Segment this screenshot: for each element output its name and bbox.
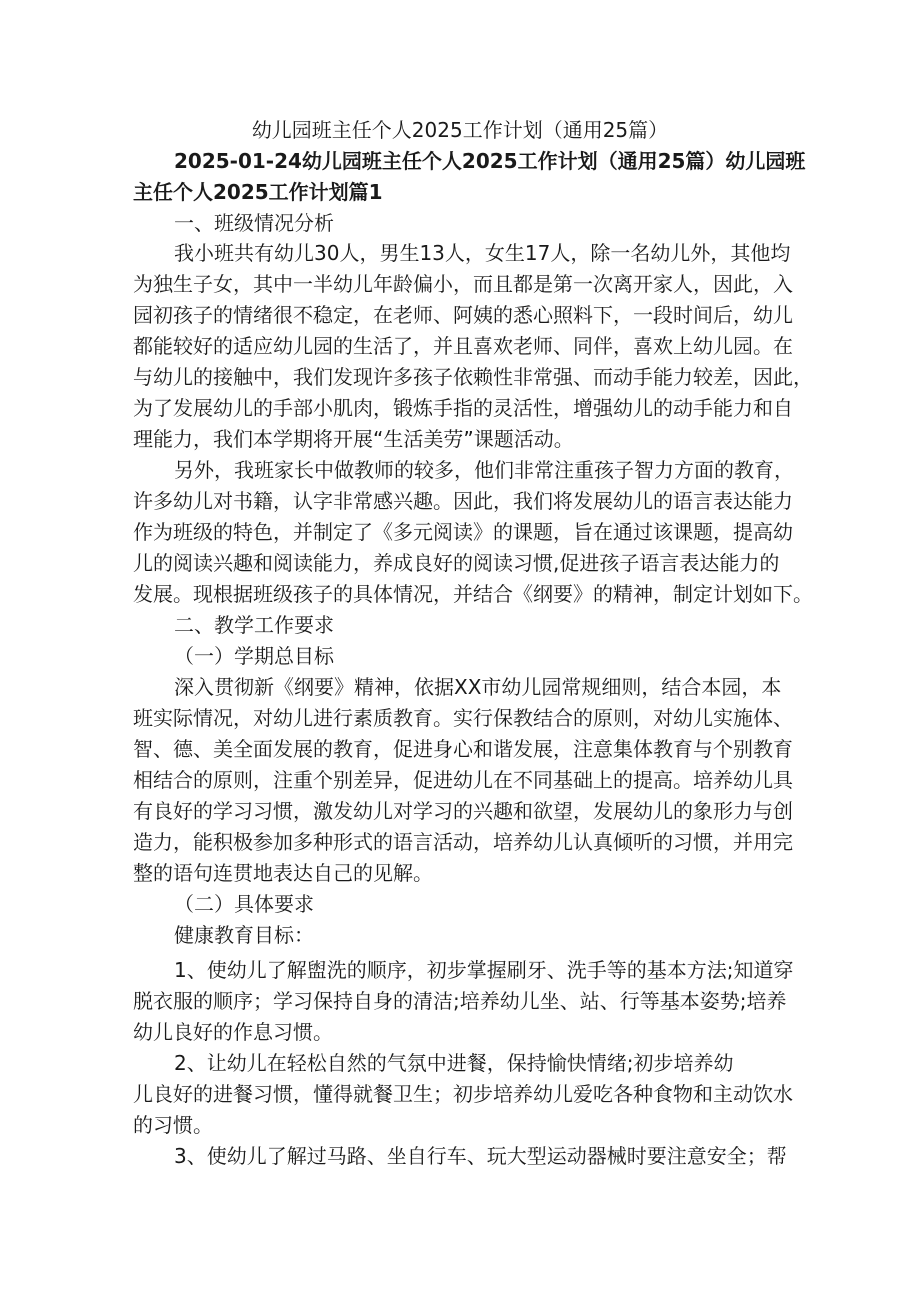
- paragraph-line: 园初孩子的情绪很不稳定，在老师、阿姨的悉心照料下，一段时间后，幼儿: [133, 303, 793, 327]
- list-item-line: 幼儿良好的作息习惯。: [133, 1020, 333, 1044]
- list-item-line: 2、让幼儿在轻松自然的气氛中进餐，保持愉快情绪;初步培养幼: [174, 1051, 734, 1075]
- paragraph-line: 发展。现根据班级孩子的具体情况，并结合《纲要》的精神，制定计划如下。: [133, 582, 813, 606]
- paragraph-line: 我小班共有幼儿30人，男生13人，女生17人，除一名幼儿外，其他均: [174, 241, 791, 265]
- list-item-line: 1、使幼儿了解盥洗的顺序，初步掌握刷牙、洗手等的基本方法;知道穿: [174, 958, 794, 982]
- paragraph-line: 作为班级的特色，并制定了《多元阅读》的课题，旨在通过该课题，提高幼: [133, 520, 793, 544]
- paragraph-line: 深入贯彻新《纲要》精神，依据XX市幼儿园常规细则，结合本园，本: [174, 675, 782, 699]
- paragraph-line: 都能较好的适应幼儿园的生活了，并且喜欢老师、同伴，喜欢上幼儿园。在: [133, 334, 793, 358]
- subsection-heading: 健康教育目标：: [174, 923, 314, 947]
- paragraph-line: 理能力，我们本学期将开展“生活美劳”课题活动。: [133, 427, 574, 451]
- paragraph-line: 为了发展幼儿的手部小肌肉，锻炼手指的灵活性，增强幼儿的动手能力和自: [133, 396, 793, 420]
- paragraph-line: 班实际情况，对幼儿进行素质教育。实行保教结合的原则，对幼儿实施体、: [133, 706, 793, 730]
- paragraph-line: 整的语句连贯地表达自己的见解。: [133, 861, 433, 885]
- subsection-heading: （二）具体要求: [174, 892, 314, 916]
- document-subtitle-line: 2025-01-24幼儿园班主任个人2025工作计划（通用25篇）幼儿园班: [174, 149, 806, 173]
- subsection-heading: （一）学期总目标: [174, 644, 334, 668]
- paragraph-line: 为独生子女，其中一半幼儿年龄偏小，而且都是第一次离开家人，因此，入: [133, 272, 793, 296]
- section-heading: 二、教学工作要求: [174, 613, 334, 637]
- document-subtitle-line: 主任个人2025工作计划篇1: [133, 180, 383, 204]
- paragraph-line: 许多幼儿对书籍，认字非常感兴趣。因此，我们将发展幼儿的语言表达能力: [133, 489, 793, 513]
- list-item-line: 脱衣服的顺序；学习保持自身的清洁;培养幼儿坐、站、行等基本姿势;培养: [133, 989, 787, 1013]
- paragraph-line: 另外，我班家长中做教师的较多，他们非常注重孩子智力方面的教育，: [174, 458, 794, 482]
- paragraph-line: 造力，能积极参加多种形式的语言活动，培养幼儿认真倾听的习惯，并用完: [133, 830, 793, 854]
- document-title: 幼儿园班主任个人2025工作计划（通用25篇）: [251, 118, 669, 142]
- section-heading: 一、班级情况分析: [174, 211, 334, 235]
- list-item-line: 儿良好的进餐习惯，懂得就餐卫生；初步培养幼儿爱吃各种食物和主动饮水: [133, 1082, 793, 1106]
- paragraph-line: 相结合的原则，注重个别差异，促进幼儿在不同基础上的提高。培养幼儿具: [133, 768, 793, 792]
- paragraph-line: 儿的阅读兴趣和阅读能力，养成良好的阅读习惯,促进孩子语言表达能力的: [133, 551, 780, 575]
- list-item-line: 的习惯。: [133, 1113, 213, 1137]
- paragraph-line: 有良好的学习习惯，激发幼儿对学习的兴趣和欲望，发展幼儿的象形力与创: [133, 799, 793, 823]
- paragraph-line: 与幼儿的接触中，我们发现许多孩子依赖性非常强、而动手能力较差，因此，: [133, 365, 813, 389]
- paragraph-line: 智、德、美全面发展的教育，促进身心和谐发展，注意集体教育与个别教育: [133, 737, 793, 761]
- list-item-line: 3、使幼儿了解过马路、坐自行车、玩大型运动器械时要注意安全；帮: [174, 1144, 787, 1168]
